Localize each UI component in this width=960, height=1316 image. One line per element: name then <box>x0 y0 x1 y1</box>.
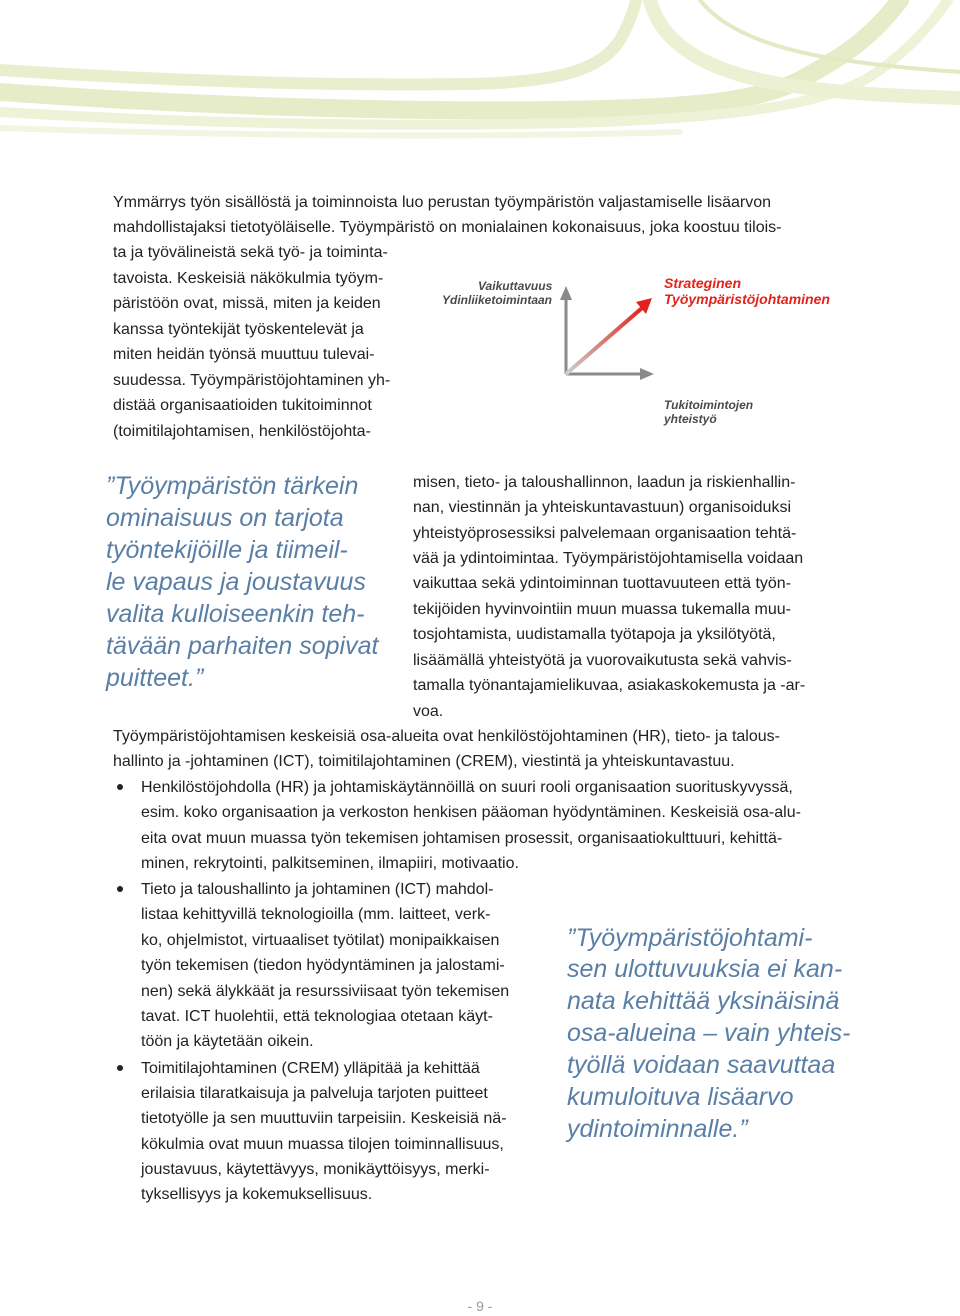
intro-line-1: Ymmärrys työn sisällöstä ja toiminnoista luo perustan työympäristön valjastamiselle lisäarvon <box>113 194 772 211</box>
diagonal-arrow <box>566 308 642 374</box>
bullet3-line-1: Toimitilajohtaminen (CREM) ylläpitää ja kehittää <box>141 1060 480 1077</box>
pull-quote-1-line-7: puitteet.” <box>106 664 204 692</box>
pull-quote-2-line-3: nata kehittää yksinäisinä <box>567 987 840 1015</box>
pull-quote-1-line-6: tävään parhaiten sopivat <box>106 632 379 660</box>
label-tukitoimintojen: Tukitoimintojen <box>664 398 754 412</box>
bullet3-line-5: joustavuus, käytettävyys, monikäyttöisyys, merki- <box>141 1161 490 1178</box>
pull-quote-2-line-7: ydintoiminnalle.” <box>567 1115 748 1143</box>
label-tyoymparistojohtaminen: Työympäristöjohtaminen <box>664 291 830 307</box>
bullet2-line-4: työn tekemisen (tiedon hyödyntäminen ja jalostami- <box>141 957 505 974</box>
bullet3-line-4: kökulmia ovat muun muassa tilojen toiminnallisuus, <box>141 1136 504 1153</box>
right-col-line-2: nan, viestinnän ja yhteiskuntavastuun) organisoiduksi <box>413 499 792 516</box>
bullet2-line-2: listaa kehittyvillä teknologioilla (mm. laitteet, verk- <box>141 906 491 923</box>
bullet2-line-5: nen) sekä älykkäät ja resurssiviisaat työn tekemisen <box>141 983 510 1000</box>
horizontal-axis-arrowhead <box>640 368 654 380</box>
bullet-dot-1 <box>117 784 123 790</box>
pull-quote-2-line-1: ”Työympäristöjohtami- <box>567 924 813 952</box>
bullet3-line-3: tietotyölle ja sen muuttuviin tarpeisiin. Keskeisiä nä- <box>141 1110 507 1127</box>
bullet1-line-1: Henkilöstöjohdolla (HR) ja johtamiskäytännöillä on suuri rooli organisaation suorituskyvyssä, <box>141 779 793 796</box>
right-col-line-3: yhteistyöprosessiksi palvelemaan organisaation tehtä- <box>413 525 797 542</box>
label-strateginen: Strateginen <box>664 275 742 291</box>
strategy-diagram <box>430 268 850 438</box>
label-ydinliiketoimintaan: Ydinliiketoimintaan <box>442 293 553 307</box>
right-col-line-6: tekijöiden hyvinvointiin muun muassa tukemalla muu- <box>413 601 791 618</box>
pull-quote-2-line-6: kumuloituva lisäarvo <box>567 1083 794 1111</box>
right-col-line-7: tosjohtamista, uudistamalla työtapoja ja yksilötyötä, <box>413 626 776 643</box>
right-col-line-8: lisäämällä yhteistyötä ja vuorovaikutusta sekä vahvis- <box>413 652 792 669</box>
page-number: - 9 - <box>467 1298 493 1314</box>
bullet-dot-2 <box>117 886 123 892</box>
intro-line-6: kanssa työntekijät työskentelevät ja <box>113 321 364 338</box>
bullet2-line-7: töön ja käytetään oikein. <box>141 1033 314 1050</box>
label-vaikuttavuus: Vaikuttavuus <box>478 279 553 293</box>
pull-quote-2-line-5: työllä voidaan saavuttaa <box>567 1051 836 1079</box>
bullet2-line-1: Tieto ja taloushallinto ja johtaminen (ICT) mahdol- <box>141 881 494 898</box>
main-line-2: hallinto ja -johtaminen (ICT), toimitilajohtaminen (CREM), viestintä ja yhteiskuntavastuu. <box>113 753 735 770</box>
right-col-line-9: tamalla työnantajamielikuvaa, asiakaskokemusta ja -ar- <box>413 677 806 694</box>
pull-quote-2-line-4: osa-alueina – vain yhteis- <box>567 1019 851 1047</box>
pull-quote-1-line-1: ”Työympäristön tärkein <box>106 472 359 500</box>
bullet2-line-6: tavat. ICT huolehtii, että teknologiaa otetaan käyt- <box>141 1008 493 1025</box>
pull-quote-1-line-5: valita kulloiseenkin teh- <box>106 600 365 628</box>
bullet1-line-3: eita ovat muun muassa työn tekemisen johtamisen prosessit, organisaatiokulttuuri, kehittä- <box>141 830 783 847</box>
main-line-1: Työympäristöjohtamisen keskeisiä osa-alueita ovat henkilöstöjohtaminen (HR), tieto- ja talous- <box>113 728 780 745</box>
pull-quote-1-line-2: ominaisuus on tarjota <box>106 504 344 532</box>
intro-line-8: suudessa. Työympäristöjohtaminen yh- <box>113 372 391 389</box>
pull-quote-1-line-4: le vapaus ja joustavuus <box>106 568 366 596</box>
intro-line-9: distää organisaatioiden tukitoiminnot <box>113 397 372 414</box>
bullet2-line-3: ko, ohjelmistot, virtuaaliset työtilat) monipaikkaisen <box>141 932 500 949</box>
intro-line-7: miten heidän työnsä muuttuu tulevai- <box>113 346 375 363</box>
right-col-line-10: voa. <box>413 703 444 720</box>
bullet3-line-6: tyksellisyys ja kokemuksellisuus. <box>141 1186 373 1203</box>
right-col-line-1: misen, tieto- ja taloushallinnon, laadun ja riskienhallin- <box>413 474 796 491</box>
pull-quote-2-line-2: sen ulottuvuuksia ei kan- <box>567 955 843 983</box>
bullet-dot-3 <box>117 1065 123 1071</box>
intro-line-4: tavoista. Keskeisiä näkökulmia työym- <box>113 270 384 287</box>
right-col-line-5: vaikuttaa sekä ydintoiminnan tuottavuuteen että työn- <box>413 575 792 592</box>
vertical-axis-arrowhead <box>560 286 572 300</box>
label-yhteistyo: yhteistyö <box>664 412 717 426</box>
bullet1-line-4: minen, rekrytointi, palkitseminen, ilmapiiri, motivaatio. <box>141 855 519 872</box>
bullet3-line-2: erilaisia tilaratkaisuja ja palveluja tarjoten puitteet <box>141 1085 488 1102</box>
right-col-line-4: vää ja ydintoimintaa. Työympäristöjohtamisella voidaan <box>413 550 804 567</box>
header-decoration <box>0 0 960 140</box>
pull-quote-1-line-3: työntekijöille ja tiimeil- <box>106 536 348 564</box>
intro-line-5: päristöön ovat, missä, miten ja keiden <box>113 295 381 312</box>
intro-line-10: (toimitilajohtamisen, henkilöstöjohta- <box>113 423 371 440</box>
intro-line-2: mahdollistajaksi tietotyöläiselle. Työympäristö on monialainen kokonaisuus, joka koostuu tilois- <box>113 219 782 236</box>
bullet1-line-2: esim. koko organisaation ja verkoston henkisen pääoman hyödyntäminen. Keskeisiä osa-alu- <box>141 804 801 821</box>
intro-line-3: ta ja työvälineistä sekä työ- ja toiminta- <box>113 244 388 261</box>
